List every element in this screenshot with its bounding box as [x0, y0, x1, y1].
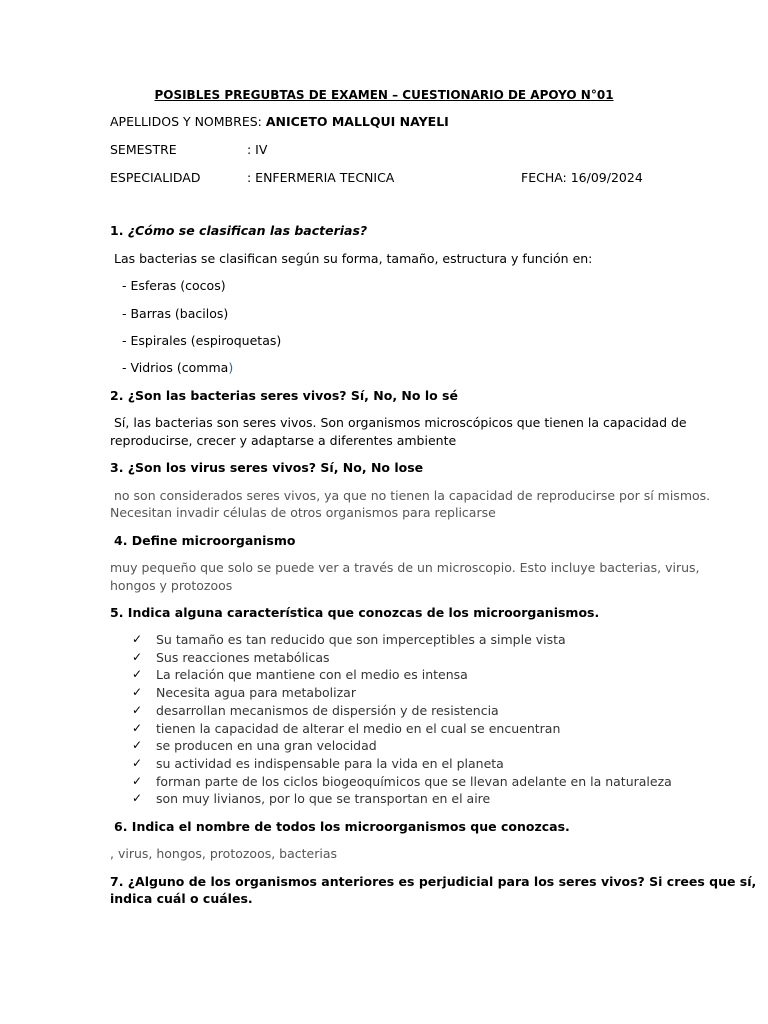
characteristic-item: La relación que mantiene con el medio es intensa	[156, 667, 468, 682]
check-icon: ✓	[132, 632, 143, 646]
semester-value: : IV	[247, 142, 268, 157]
date-text: FECHA: 16/09/2024	[521, 170, 643, 185]
answer-1: Las bacterias se clasifican según su forma, tamaño, estructura y función en:	[114, 251, 593, 266]
specialty-label: ESPECIALIDAD	[110, 170, 201, 185]
names-value: ANICETO MALLQUI NAYELI	[265, 114, 449, 129]
characteristic-item: desarrollan mecanismos de dispersión y de resistencia	[156, 703, 499, 718]
check-icon: ✓	[132, 650, 143, 664]
check-icon: ✓	[132, 791, 143, 805]
answer-1-item: - Esferas (cocos)	[122, 278, 226, 293]
answer-2-line-2: reproducirse, crecer y adaptarse a diferentes ambiente	[110, 433, 457, 448]
check-icon: ✓	[132, 756, 143, 770]
answer-3-line-2: Necesitan invadir células de otros organismos para replicarse	[110, 505, 496, 520]
check-icon: ✓	[132, 685, 143, 699]
semester-label: SEMESTRE	[110, 142, 177, 157]
answer-1-item-paren: )	[228, 360, 234, 375]
characteristic-item: tienen la capacidad de alterar el medio en el cual se encuentran	[156, 721, 561, 736]
characteristic-item: su actividad es indispensable para la vida en el planeta	[156, 756, 504, 771]
check-icon: ✓	[132, 721, 143, 735]
answer-4-line-1: muy pequeño que solo se puede ver a través de un microscopio. Esto incluye bacterias, virus,	[110, 560, 700, 575]
question-2: 2. ¿Son las bacterias seres vivos? Sí, No, No lo sé	[110, 388, 458, 403]
answer-2-line-1: Sí, las bacterias son seres vivos. Son organismos microscópicos que tienen la capacidad de	[114, 415, 687, 430]
characteristic-item: Su tamaño es tan reducido que son imperceptibles a simple vista	[156, 632, 566, 647]
question-7-line-1: 7. ¿Alguno de los organismos anteriores es perjudicial para los seres vivos? Si crees que sí,	[110, 874, 757, 889]
specialty-value: : ENFERMERIA TECNICA	[247, 170, 395, 185]
characteristic-item: forman parte de los ciclos biogeoquímicos que se llevan adelante en la naturaleza	[156, 774, 672, 789]
question-6: 6. Indica el nombre de todos los microorganismos que conozcas.	[114, 819, 570, 834]
document-title: POSIBLES PREGUBTAS DE EXAMEN – CUESTIONARIO DE APOYO N°01	[154, 88, 614, 102]
answer-1-item-text: - Vidrios (comma	[122, 360, 229, 375]
check-icon: ✓	[132, 738, 143, 752]
answer-4-line-2: hongos y protozoos	[110, 578, 233, 593]
characteristic-item: se producen en una gran velocidad	[156, 738, 377, 753]
answer-3-line-1: no son considerados seres vivos, ya que no tienen la capacidad de reproducirse por sí mismos.	[114, 488, 711, 503]
names-line	[110, 113, 449, 130]
answer-1-item: - Barras (bacilos)	[122, 306, 229, 321]
question-4: 4. Define microorganismo	[114, 533, 296, 548]
answer-1-item: - Espirales (espiroquetas)	[122, 333, 282, 348]
question-1	[110, 222, 367, 239]
check-icon: ✓	[132, 703, 143, 717]
characteristic-item: Necesita agua para metabolizar	[156, 685, 356, 700]
question-3: 3. ¿Son los virus seres vivos? Sí, No, No lose	[110, 460, 424, 475]
characteristic-item: son muy livianos, por lo que se transportan en el aire	[156, 791, 491, 806]
question-7-line-2: indica cuál o cuáles.	[110, 891, 253, 906]
answer-1-item-last	[122, 359, 233, 376]
question-5: 5. Indica alguna característica que conozcas de los microorganismos.	[110, 605, 600, 620]
check-icon: ✓	[132, 667, 143, 681]
question-1-text: ¿Cómo se clasifican las bacterias?	[127, 223, 368, 238]
names-label: APELLIDOS Y NOMBRES:	[110, 114, 266, 129]
check-icon: ✓	[132, 774, 143, 788]
characteristic-item: Sus reacciones metabólicas	[156, 650, 330, 665]
answer-6: , virus, hongos, protozoos, bacterias	[110, 846, 338, 861]
question-1-number: 1.	[110, 223, 128, 238]
